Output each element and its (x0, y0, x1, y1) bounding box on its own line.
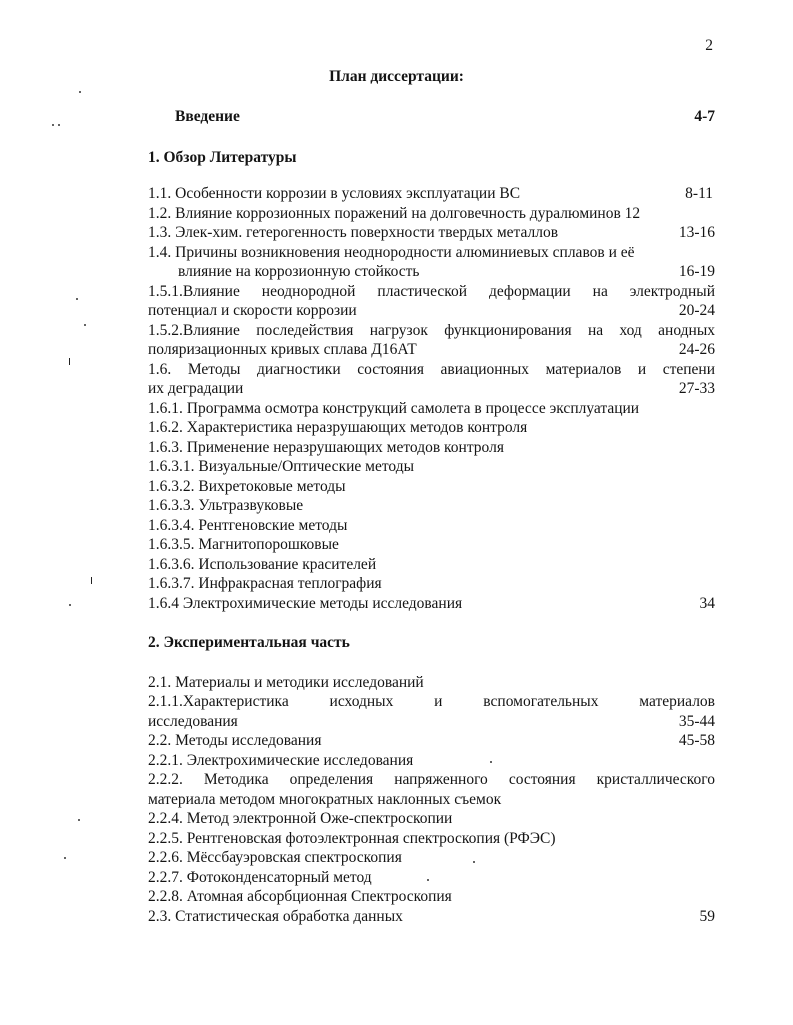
toc-page-range: 27-33 (678, 380, 715, 397)
toc-page-range: 34 (699, 595, 715, 612)
toc-entry: 1.4. Причины возникновения неоднородности алюминиевых сплавов и её (148, 244, 635, 261)
toc-entry: 34 1.6.4 Электрохимические методы исследования (148, 595, 715, 612)
toc-entry-introduction (175, 107, 715, 127)
scan-speck (490, 761, 492, 763)
toc-entry-continued: 20-24 потенциал и скорости коррозии (148, 302, 715, 319)
toc-entry: 2.2.7. Фотоконденсаторный метод (148, 869, 372, 886)
toc-page-range: 35-44 (678, 713, 715, 730)
toc-entry: 1.2. Влияние коррозионных поражений на долговечность дуралюминов 12 (148, 205, 641, 222)
toc-entry-continued: 27-33 их деградации (148, 380, 715, 397)
page-title: План диссертации: (329, 68, 464, 85)
toc-entry: 1.6.3.7. Инфракрасная теплография (148, 575, 382, 592)
toc-entry: 2.1.1.Характеристика исходных и вспомогательных материалов (148, 693, 715, 710)
toc-entry-continued: 24-26 поляризационных кривых сплава Д16АТ (148, 341, 715, 358)
toc-page-range: 20-24 (678, 302, 715, 319)
toc-entry-continued: 35-44 исследования (148, 713, 715, 730)
scan-speck (84, 324, 86, 326)
scan-speck (69, 604, 71, 606)
toc-entry: 59 2.3. Статистическая обработка данных (148, 908, 715, 925)
toc-entry: 2.2.1. Электрохимические исследования (148, 752, 414, 769)
scan-speck (58, 124, 60, 126)
toc-entry: 1.5.1.Влияние неоднородной пластической деформации на электродный (148, 283, 715, 300)
toc-entry: 45-58 2.2. Методы исследования (148, 732, 715, 749)
toc-entry: 1.6.2. Характеристика неразрушающих методов контроля (148, 419, 528, 436)
toc-entry: 1.6.3.3. Ультразвуковые (148, 497, 304, 514)
scan-speck (69, 358, 70, 365)
scan-speck (427, 879, 429, 881)
toc-entry: 1.6.3.1. Визуальные/Оптические методы (148, 458, 415, 475)
toc-page-range: 16-19 (678, 263, 715, 280)
toc-page-range: 45-58 (678, 732, 715, 749)
scan-speck (79, 91, 81, 93)
toc-entry: 1.6.3.5. Магнитопорошковые (148, 536, 339, 553)
scan-speck (64, 857, 66, 859)
toc-entry-label: Введение (175, 108, 240, 125)
toc-entry: 2.2.2. Методика определения напряженного состояния кристаллического (148, 771, 715, 788)
toc-entry: 13-16 1.3. Элек-хим. гетерогенность поверхности твердых металлов (148, 224, 715, 241)
scan-speck (76, 298, 78, 300)
toc-page-range: 24-26 (678, 341, 715, 358)
toc-page-range: 8-11 (685, 185, 713, 202)
toc-entry: 2.2.5. Рентгеновская фотоэлектронная спектроскопия (РФЭС) (148, 830, 556, 847)
toc-entry: 2.1. Материалы и методики исследований (148, 674, 424, 691)
toc-page-range: 13-16 (678, 224, 715, 241)
scan-speck (52, 124, 54, 126)
toc-entry: 8-11 1.1. Особенности коррозии в условиях эксплуатации ВС (148, 185, 713, 202)
toc-entry: 1.6. Методы диагностики состояния авиационных материалов и степени (148, 361, 715, 378)
scan-speck (91, 577, 92, 584)
toc-page-range: 59 (699, 908, 715, 925)
section-heading-1: 1. Обзор Литературы (148, 149, 297, 166)
toc-entry: 2.2.6. Мёссбауэровская спектроскопия (148, 849, 402, 866)
toc-entry: 2.2.8. Атомная абсорбционная Спектроскопия (148, 888, 452, 905)
scan-speck (78, 819, 80, 821)
toc-entry: 1.6.3.6. Использование красителей (148, 556, 377, 573)
toc-entry: 1.6.3.2. Вихретоковые методы (148, 478, 346, 495)
toc-page-range: 12 (624, 205, 641, 222)
section-heading-2: 2. Экспериментальная часть (148, 634, 350, 651)
toc-entry: 1.6.3.4. Рентгеновские методы (148, 517, 348, 534)
page-number: 2 (705, 37, 713, 54)
toc-entry: 2.2.4. Метод электронной Оже-спектроскопии (148, 810, 453, 827)
toc-entry-continued: 16-19 влияние на коррозионную стойкость (178, 263, 715, 280)
toc-entry-continued: материала методом многократных наклонных съемок (148, 791, 502, 808)
toc-entry: 1.5.2.Влияние последействия нагрузок функционирования на ход анодных (148, 322, 715, 339)
toc-entry: 1.6.3. Применение неразрушающих методов контроля (148, 439, 504, 456)
toc-page-range: 4-7 (694, 108, 715, 125)
toc-entry: 1.6.1. Программа осмотра конструкций самолета в процессе эксплуатации (148, 400, 640, 417)
scan-speck (473, 861, 475, 863)
